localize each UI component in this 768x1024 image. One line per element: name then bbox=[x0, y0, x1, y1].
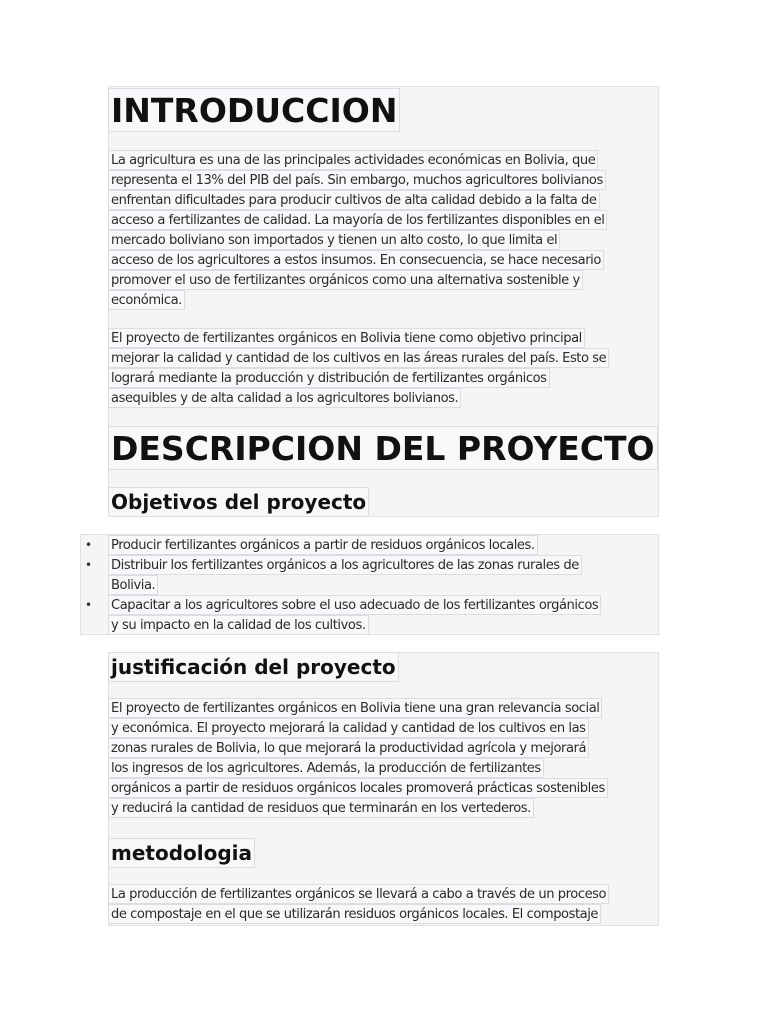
objetivo-item-line: y su impacto en la calidad de los cultivos. bbox=[108, 615, 369, 635]
objetivos-heading: Objetivos del proyecto bbox=[108, 487, 369, 517]
introduccion-p1-line: promover el uso de fertilizantes orgánicos como una alternativa sostenible y bbox=[108, 270, 583, 290]
justificacion-heading: justificación del proyecto bbox=[108, 652, 399, 682]
justificacion-line: El proyecto de fertilizantes orgánicos en Bolivia tiene una gran relevancia social bbox=[108, 698, 602, 718]
introduccion-p1-line: acceso a fertilizantes de calidad. La mayoría de los fertilizantes disponibles en el bbox=[108, 210, 607, 230]
introduccion-p2-line: logrará mediante la producción y distribución de fertilizantes orgánicos bbox=[108, 368, 550, 388]
justificacion-line: y económica. El proyecto mejorará la calidad y cantidad de los cultivos en las bbox=[108, 718, 589, 738]
introduccion-p1-line: económica. bbox=[108, 290, 185, 310]
metodologia-line: La producción de fertilizantes orgánicos se llevará a cabo a través de un proceso bbox=[108, 884, 609, 904]
objetivo-item-line: Bolivia. bbox=[108, 575, 158, 595]
introduccion-p1-line: acceso de los agricultores a estos insumos. En consecuencia, se hace necesario bbox=[108, 250, 604, 270]
objetivo-item-line: Producir fertilizantes orgánicos a partir de residuos orgánicos locales. bbox=[108, 535, 538, 555]
justificacion-line: zonas rurales de Bolivia, lo que mejorará la productividad agrícola y mejorará bbox=[108, 738, 589, 758]
introduccion-p2-line: El proyecto de fertilizantes orgánicos en Bolivia tiene como objetivo principal bbox=[108, 328, 585, 348]
objetivo-item-line: Distribuir los fertilizantes orgánicos a los agricultores de las zonas rurales de bbox=[108, 555, 582, 575]
bullet-dot: • bbox=[85, 538, 93, 552]
justificacion-line: orgánicos a partir de residuos orgánicos locales promoverá prácticas sostenibles bbox=[108, 778, 608, 798]
bullet-dot: • bbox=[85, 598, 93, 612]
objetivo-item-line: Capacitar a los agricultores sobre el uso adecuado de los fertilizantes orgánicos bbox=[108, 595, 601, 615]
introduccion-p2-line: asequibles y de alta calidad a los agricultores bolivianos. bbox=[108, 388, 461, 408]
descripcion-heading: DESCRIPCION DEL PROYECTO bbox=[108, 426, 658, 470]
introduccion-p1-line: La agricultura es una de las principales actividades económicas en Bolivia, que bbox=[108, 150, 598, 170]
justificacion-line: los ingresos de los agricultores. Además, la producción de fertilizantes bbox=[108, 758, 544, 778]
introduccion-heading: INTRODUCCION bbox=[108, 88, 400, 132]
metodologia-line: de compostaje en el que se utilizarán residuos orgánicos locales. El compostaje bbox=[108, 904, 601, 924]
introduccion-p2-line: mejorar la calidad y cantidad de los cultivos en las áreas rurales del país. Esto se bbox=[108, 348, 609, 368]
bullet-dot: • bbox=[85, 558, 93, 572]
justificacion-line: y reducirá la cantidad de residuos que terminarán en los vertederos. bbox=[108, 798, 534, 818]
introduccion-p1-line: enfrentan dificultades para producir cultivos de alta calidad debido a la falta de bbox=[108, 190, 600, 210]
introduccion-p1-line: representa el 13% del PIB del país. Sin embargo, muchos agricultores bolivianos bbox=[108, 170, 606, 190]
introduccion-p1-line: mercado boliviano son importados y tienen un alto costo, lo que limita el bbox=[108, 230, 560, 250]
metodologia-heading: metodologia bbox=[108, 838, 255, 868]
